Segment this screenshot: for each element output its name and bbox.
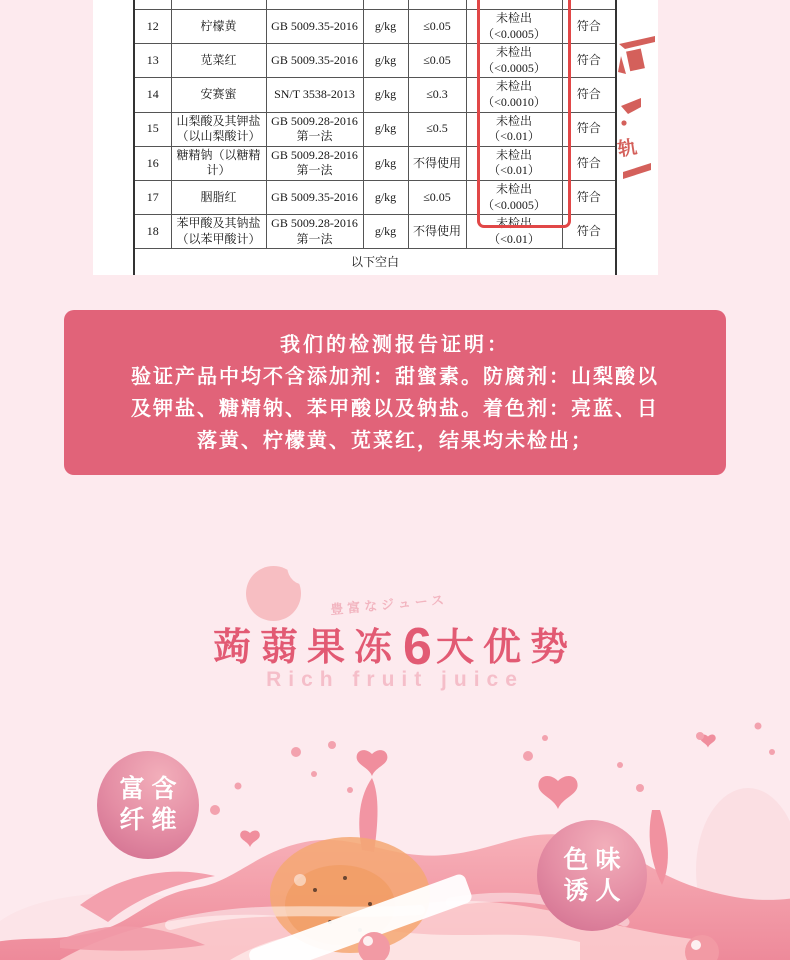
bubble-line: 色味 xyxy=(563,845,628,874)
cell-item-name: 山梨酸及其钾盐（以山梨酸计） xyxy=(171,112,266,146)
banner-body xyxy=(64,361,726,457)
cell-item-name: 胭脂红 xyxy=(171,180,266,214)
cell-standard: GB 5009.35-2016 xyxy=(266,44,363,78)
cell-result: 未检出 （<0.01） xyxy=(466,112,562,146)
cell-no: 14 xyxy=(134,78,171,112)
cell-result: 未检出 （<0.0005） xyxy=(466,180,562,214)
cell-conclusion: 符合 xyxy=(562,215,616,249)
partial-result-text xyxy=(469,0,560,1)
title-prefix: 蒟蒻果冻 xyxy=(213,627,402,669)
cell-conclusion: 符合 xyxy=(562,180,616,214)
advantage-bubble-color-taste xyxy=(537,820,647,931)
japanese-tagline: 豊富なジュース xyxy=(329,591,449,618)
cell-unit: g/kg xyxy=(363,180,408,214)
banner-line: 落黄、柠檬黄、苋菜红，结果均未检出； xyxy=(197,430,593,452)
cell-standard: GB 5009.28-2016 第一法 xyxy=(266,112,363,146)
table-footer-row xyxy=(134,249,616,275)
cell-result: 未检出 （<0.01） xyxy=(466,146,562,180)
cell-item-name: 糖精钠（以糖精计） xyxy=(171,146,266,180)
cell-limit: 不得使用 xyxy=(408,215,466,249)
cell-item-name: 苋菜红 xyxy=(171,44,266,78)
red-stamp-fragment-icon xyxy=(615,30,658,180)
cell-no: 17 xyxy=(134,180,171,214)
cell-limit: ≤0.05 xyxy=(408,10,466,44)
cell-conclusion: 符合 xyxy=(562,10,616,44)
table-row xyxy=(134,78,616,112)
cell-item-name: 柠檬黄 xyxy=(171,10,266,44)
cell-item-name: 安赛蜜 xyxy=(171,78,266,112)
advantages-subtitle: Rich fruit juice xyxy=(266,668,524,691)
table-footer-text: 以下空白 xyxy=(134,249,616,275)
cell-unit: g/kg xyxy=(363,10,408,44)
table-row xyxy=(134,44,616,78)
table-row xyxy=(134,180,616,214)
cell-unit: g/kg xyxy=(363,44,408,78)
table-row-partial xyxy=(134,0,616,10)
table-row xyxy=(134,10,616,44)
cell-unit: g/kg xyxy=(363,215,408,249)
svg-text:轨: 轨 xyxy=(616,137,639,161)
banner-title: 我们的检测报告证明： xyxy=(280,334,510,356)
cell-conclusion: 符合 xyxy=(562,78,616,112)
title-suffix: 大优势 xyxy=(435,627,577,669)
cell-result: 未检出 （<0.0010） xyxy=(466,78,562,112)
cell-limit: 不得使用 xyxy=(408,146,466,180)
cell-conclusion: 符合 xyxy=(562,146,616,180)
cell-no: 15 xyxy=(134,112,171,146)
bubble-line: 纤维 xyxy=(119,806,184,834)
advantage-bubble-fiber xyxy=(97,751,199,859)
table-row xyxy=(134,146,616,180)
cell-limit: ≤0.05 xyxy=(408,180,466,214)
cell-limit: ≤0.3 xyxy=(408,78,466,112)
cell-standard: GB 5009.35-2016 xyxy=(266,180,363,214)
test-report-table xyxy=(133,0,617,275)
peach-icon xyxy=(246,566,301,621)
report-summary-banner xyxy=(64,310,726,475)
cell-unit: g/kg xyxy=(363,112,408,146)
cell-result: 未检出 （<0.01） xyxy=(466,215,562,249)
cell-no: 16 xyxy=(134,146,171,180)
cell-conclusion: 符合 xyxy=(562,112,616,146)
bubble-line: 诱人 xyxy=(563,876,628,905)
banner-line: 验证产品中均不含添加剂：甜蜜素。防腐剂：山梨酸以 xyxy=(131,366,659,388)
table-row xyxy=(134,112,616,146)
cell-standard: GB 5009.35-2016 xyxy=(266,10,363,44)
cell-item-name: 苯甲酸及其钠盐（以苯甲酸计） xyxy=(171,215,266,249)
cell-standard: GB 5009.28-2016 第一法 xyxy=(266,146,363,180)
cell-no: 13 xyxy=(134,44,171,78)
cell-unit: g/kg xyxy=(363,146,408,180)
cell-limit: ≤0.5 xyxy=(408,112,466,146)
cell-no: 12 xyxy=(134,10,171,44)
test-report-paper xyxy=(93,0,658,275)
banner-line: 及钾盐、糖精钠、苯甲酸以及钠盐。着色剂：亮蓝、日 xyxy=(131,398,659,420)
cell-limit: ≤0.05 xyxy=(408,44,466,78)
table-row xyxy=(134,215,616,249)
cell-standard: SN/T 3538-2013 xyxy=(266,78,363,112)
cell-result: 未检出 （<0.0005） xyxy=(466,44,562,78)
cell-unit: g/kg xyxy=(363,78,408,112)
bubble-line: 富含 xyxy=(119,775,184,803)
cell-result: 未检出 （<0.0005） xyxy=(466,10,562,44)
cell-standard: GB 5009.28-2016 第一法 xyxy=(266,215,363,249)
title-number: 6 xyxy=(403,618,434,676)
cell-no: 18 xyxy=(134,215,171,249)
cell-conclusion: 符合 xyxy=(562,44,616,78)
report-table-body xyxy=(134,0,616,249)
